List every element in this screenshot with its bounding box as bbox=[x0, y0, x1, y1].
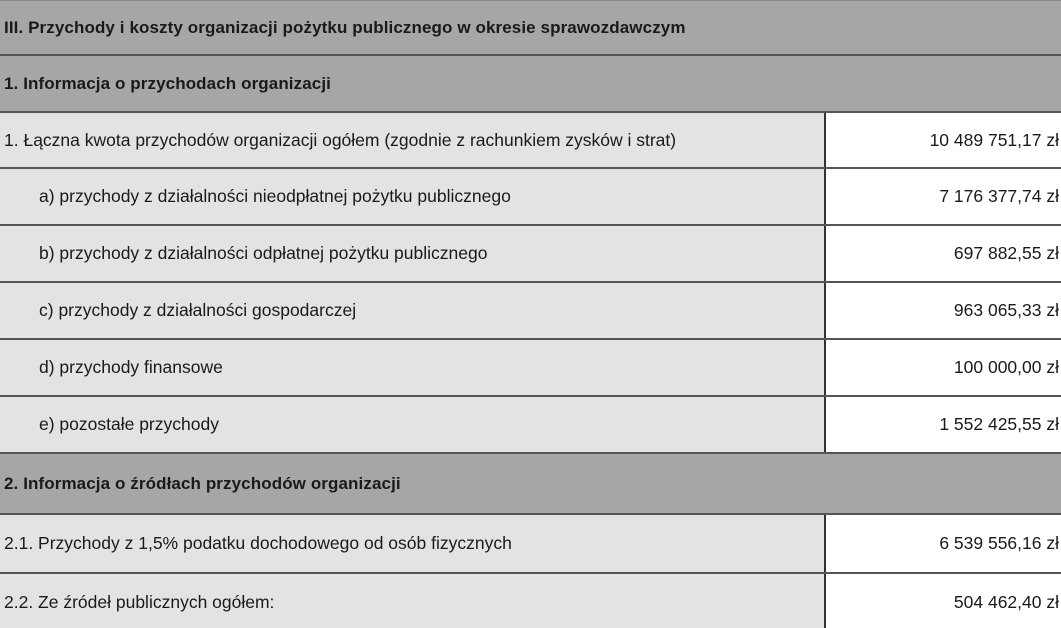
row-value: 963 065,33 zł bbox=[826, 283, 1061, 338]
subsection-header-2 bbox=[0, 454, 1061, 515]
row-value: 6 539 556,16 zł bbox=[826, 515, 1061, 572]
row-label: e) pozostałe przychody bbox=[0, 397, 826, 452]
table-row-revenue-e bbox=[0, 397, 1061, 454]
row-label: b) przychody z działalności odpłatnej pożytku publicznego bbox=[0, 226, 826, 281]
row-label: 2.1. Przychody z 1,5% podatku dochodowego od osób fizycznych bbox=[0, 515, 826, 572]
row-label: 1. Łączna kwota przychodów organizacji ogółem (zgodnie z rachunkiem zysków i strat) bbox=[0, 113, 826, 167]
table-row-revenue-b bbox=[0, 226, 1061, 283]
row-value: 697 882,55 zł bbox=[826, 226, 1061, 281]
subsection-2-title: 2. Informacja o źródłach przychodów organizacji bbox=[4, 473, 401, 493]
table-row-total-revenue bbox=[0, 113, 1061, 169]
table-row-revenue-d bbox=[0, 340, 1061, 397]
table-row-source-2-1 bbox=[0, 515, 1061, 574]
subsection-header-1 bbox=[0, 56, 1061, 113]
row-value: 1 552 425,55 zł bbox=[826, 397, 1061, 452]
row-label: c) przychody z działalności gospodarczej bbox=[0, 283, 826, 338]
subsection-1-title: 1. Informacja o przychodach organizacji bbox=[4, 73, 331, 93]
row-value: 100 000,00 zł bbox=[826, 340, 1061, 395]
row-value: 10 489 751,17 zł bbox=[826, 113, 1061, 167]
table-row-revenue-a bbox=[0, 169, 1061, 226]
row-label: a) przychody z działalności nieodpłatnej pożytku publicznego bbox=[0, 169, 826, 224]
section-title: III. Przychody i koszty organizacji pożytku publicznego w okresie sprawozdawczym bbox=[4, 17, 686, 37]
row-label: d) przychody finansowe bbox=[0, 340, 826, 395]
table-row-source-2-2 bbox=[0, 574, 1061, 628]
row-value: 504 462,40 zł bbox=[826, 574, 1061, 628]
row-value: 7 176 377,74 zł bbox=[826, 169, 1061, 224]
row-label: 2.2. Ze źródeł publicznych ogółem: bbox=[0, 574, 826, 628]
table-row-revenue-c bbox=[0, 283, 1061, 340]
section-header-iii bbox=[0, 0, 1061, 56]
